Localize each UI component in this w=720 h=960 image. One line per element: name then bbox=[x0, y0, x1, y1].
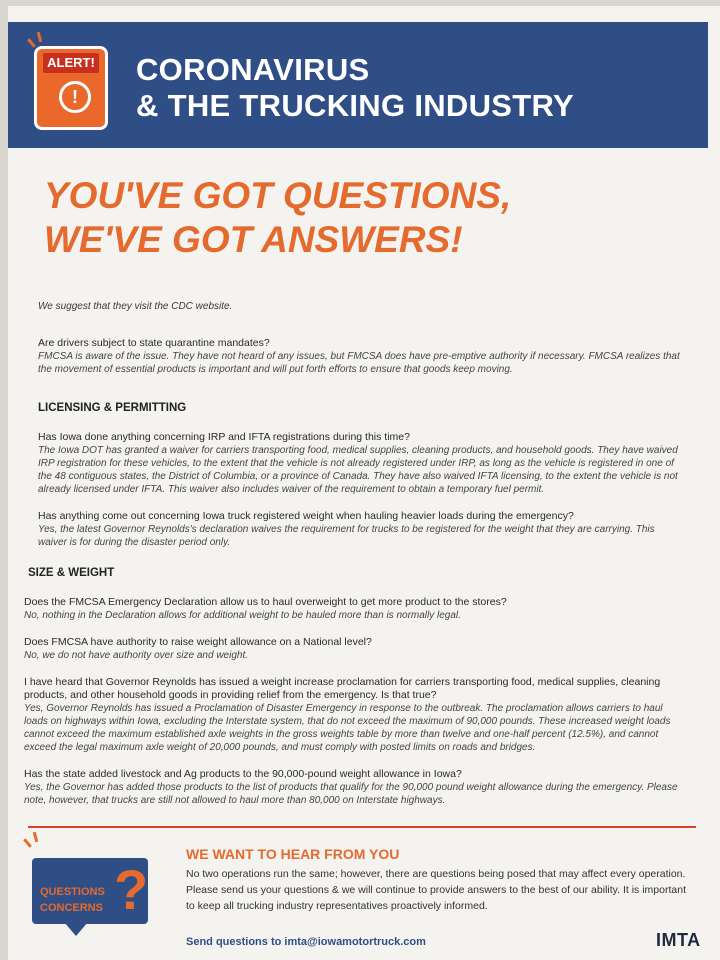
exclamation-icon: ! bbox=[59, 81, 91, 113]
answer: Yes, the latest Governor Reynolds's declaration waives the requirement for trucks to be registered for the weight that they are carrying. This waiver is for during the disaster period only. bbox=[38, 524, 655, 548]
question-mark-icon: ? bbox=[114, 858, 149, 921]
underline-highlight bbox=[28, 826, 696, 828]
headline-line2: WE'VE GOT ANSWERS! bbox=[44, 219, 463, 260]
banner-title-line2: & THE TRUCKING INDUSTRY bbox=[136, 88, 575, 123]
answer: No, we do not have authority over size and weight. bbox=[24, 650, 249, 661]
question: Does FMCSA have authority to raise weight allowance on a National level? bbox=[24, 636, 372, 648]
badge-line1: QUESTIONS bbox=[40, 886, 105, 898]
intro-text: We suggest that they visit the CDC website. bbox=[38, 301, 233, 312]
badge-text bbox=[40, 884, 105, 916]
answer: No, nothing in the Declaration allows for additional weight to be hauled more than is normally legal. bbox=[24, 610, 461, 621]
send-questions-text: Send questions to imta@iowamotortruck.com bbox=[186, 936, 426, 948]
hear-from-you-body: No two operations run the same; however, there are questions being posed that may affect every operation. Please send us your questions & we will continue to provide answers to the best of our ability. It is important to keep all trucking industry representatives proactively informed. bbox=[186, 868, 686, 912]
section-title-licensing: LICENSING & PERMITTING bbox=[38, 402, 187, 414]
question: Has the state added livestock and Ag products to the 90,000-pound weight allowance in Iowa? bbox=[24, 768, 462, 780]
question: Are drivers subject to state quarantine mandates? bbox=[38, 337, 270, 349]
badge-line2: CONCERNS bbox=[40, 902, 103, 914]
section-title-size-weight: SIZE & WEIGHT bbox=[28, 567, 115, 579]
qa-content bbox=[24, 290, 684, 821]
alert-badge bbox=[34, 46, 108, 130]
answer: FMCSA is aware of the issue. They have not heard of any issues, but FMCSA does have pre-emptive authority if necessary. FMCSA realizes that the movement of essential products is important and will put forth efforts to ensure that goods keep moving. bbox=[38, 351, 680, 375]
question: I have heard that Governor Reynolds has issued a weight increase proclamation for carriers transporting food, medical supplies, cleaning products, and other household goods in providing relief from the emergency. Is that true? bbox=[24, 676, 661, 701]
question: Has Iowa done anything concerning IRP and IFTA registrations during this time? bbox=[38, 431, 410, 443]
questions-concerns-badge bbox=[32, 858, 148, 924]
question: Does the FMCSA Emergency Declaration allow us to haul overweight to get more product to the stores? bbox=[24, 596, 507, 608]
headline-line1: YOU'VE GOT QUESTIONS, bbox=[44, 175, 512, 216]
answer: Yes, Governor Reynolds has issued a Proclamation of Disaster Emergency in response to the outbreak. The proclamation allows carriers to haul loads on highways within Iowa, excluding the Interstate system, that do not exceed the maximum of 90,000 pounds. These increased weight loads cannot exceed the maximum established axle weights in the gross weights table by more than twelve and one-half percent (12.5%), and cannot exceed the legal maximum axle weight of 20,000 pounds, and must comply with posted limits on roads and bridges. bbox=[24, 703, 671, 753]
answer: The Iowa DOT has granted a waiver for carriers transporting food, medical supplies, cleaning products, and household goods. They have waived IRP registration for these vehicles, to the extent that the vehicle is not already registered under IRP, as long as the vehicle is registered in one of the 48 contiguous states, the District of Columbia, or a province of Canada. They have also waived IFTA licensing, to the extent the vehicle is not already licensed under IFTA. This waiver also includes waiver of the requirement to obtain a temporary fuel permit. bbox=[38, 445, 678, 495]
hear-from-you-title: WE WANT TO HEAR FROM YOU bbox=[186, 846, 400, 862]
answer: Yes, the Governor has added those products to the list of products that qualify for the 90,000 pound weight allowance during the emergency. Please note, however, that trucks are still not allowed to haul more than 80,000 on Interstate highways. bbox=[24, 782, 678, 806]
question: Has anything come out concerning Iowa truck registered weight when hauling heavier loads during the emergency? bbox=[38, 510, 574, 522]
banner-title-line1: CORONAVIRUS bbox=[136, 52, 370, 87]
speech-bubble-tail bbox=[64, 922, 88, 936]
alert-label: ALERT! bbox=[43, 53, 99, 73]
banner-title bbox=[136, 52, 574, 124]
headline bbox=[44, 174, 511, 262]
imta-logo: IMTA bbox=[656, 930, 701, 950]
